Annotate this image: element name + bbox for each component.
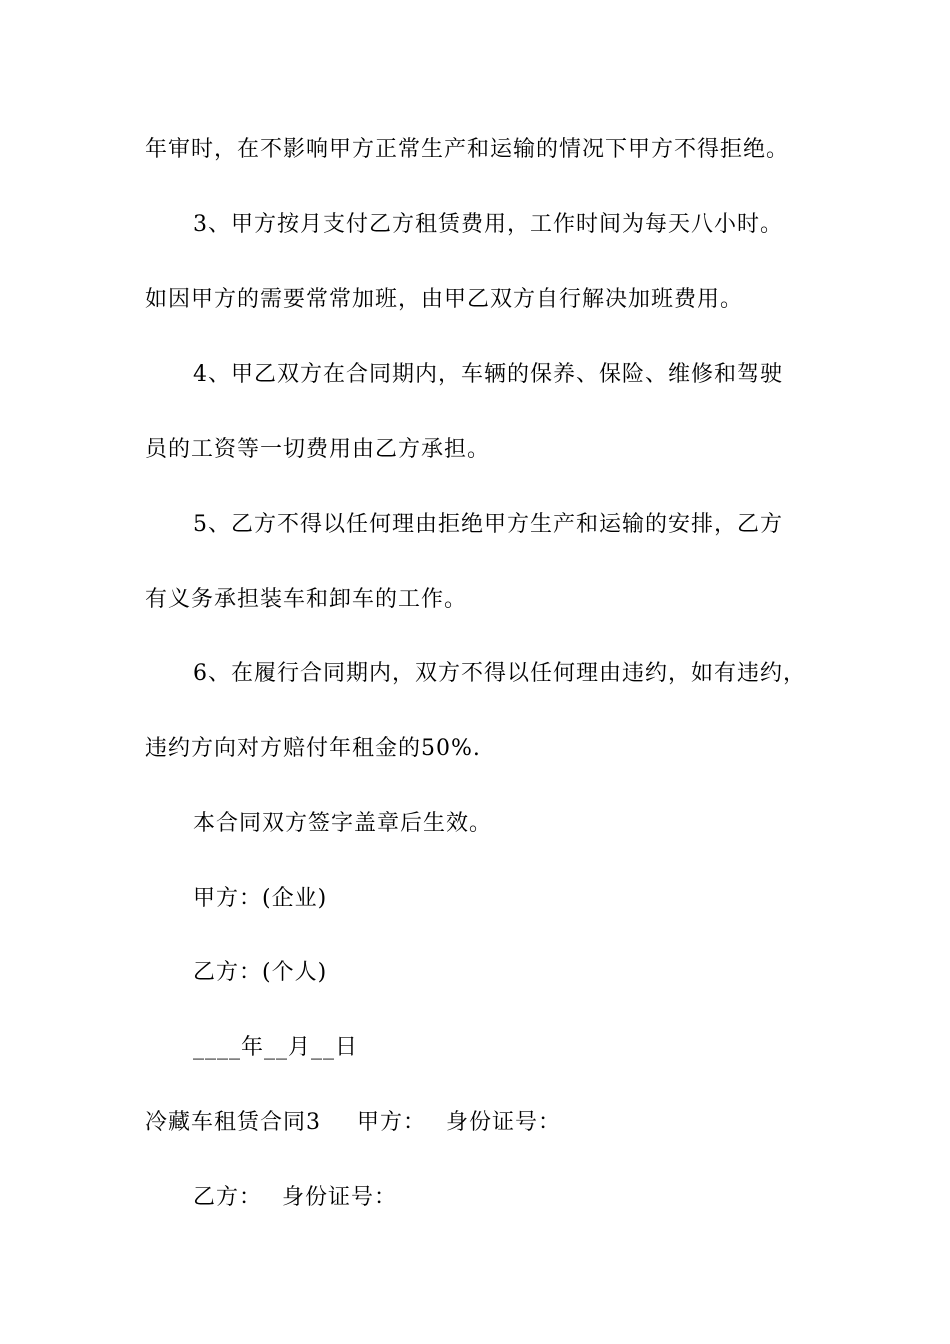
signature-date: ____年__月__日 bbox=[193, 1035, 359, 1060]
clause-3-line-1: 3、甲方按月支付乙方租赁费用，工作时间为每天八小时。 bbox=[193, 212, 783, 237]
clause-6-line-2: 违约方向对方赔付年租金的50%. bbox=[145, 736, 481, 761]
effective-clause: 本合同双方签字盖章后生效。 bbox=[193, 811, 493, 836]
clause-5-line-2: 有义务承担装车和卸车的工作。 bbox=[145, 587, 468, 612]
party-b-signature: 乙方：(个人) bbox=[193, 960, 328, 985]
clause-5-line-1: 5、乙方不得以任何理由拒绝甲方生产和运输的安排，乙方 bbox=[193, 512, 783, 537]
clause-4-line-2: 员的工资等一切费用由乙方承担。 bbox=[145, 437, 491, 462]
contract-3-party-b-line bbox=[193, 1184, 397, 1212]
contract-3-header bbox=[145, 1109, 561, 1137]
contract-3-id-b: 身份证号： bbox=[282, 1185, 398, 1210]
clause-3-line-2: 如因甲方的需要常常加班，由甲乙双方自行解决加班费用。 bbox=[145, 287, 744, 312]
contract-3-party-a: 甲方： bbox=[357, 1110, 427, 1135]
contract-3-title: 冷藏车租赁合同3 bbox=[145, 1110, 321, 1135]
clause-4-line-1: 4、甲乙双方在合同期内，车辆的保养、保险、维修和驾驶 bbox=[193, 362, 783, 387]
contract-3-party-b: 乙方： bbox=[193, 1185, 263, 1210]
contract-3-id-a: 身份证号： bbox=[446, 1110, 562, 1135]
paragraph-line: 年审时，在不影响甲方正常生产和运输的情况下甲方不得拒绝。 bbox=[145, 137, 790, 162]
party-a-signature: 甲方：(企业) bbox=[193, 886, 328, 911]
clause-6-line-1: 6、在履行合同期内，双方不得以任何理由违约，如有违约， bbox=[193, 661, 806, 686]
